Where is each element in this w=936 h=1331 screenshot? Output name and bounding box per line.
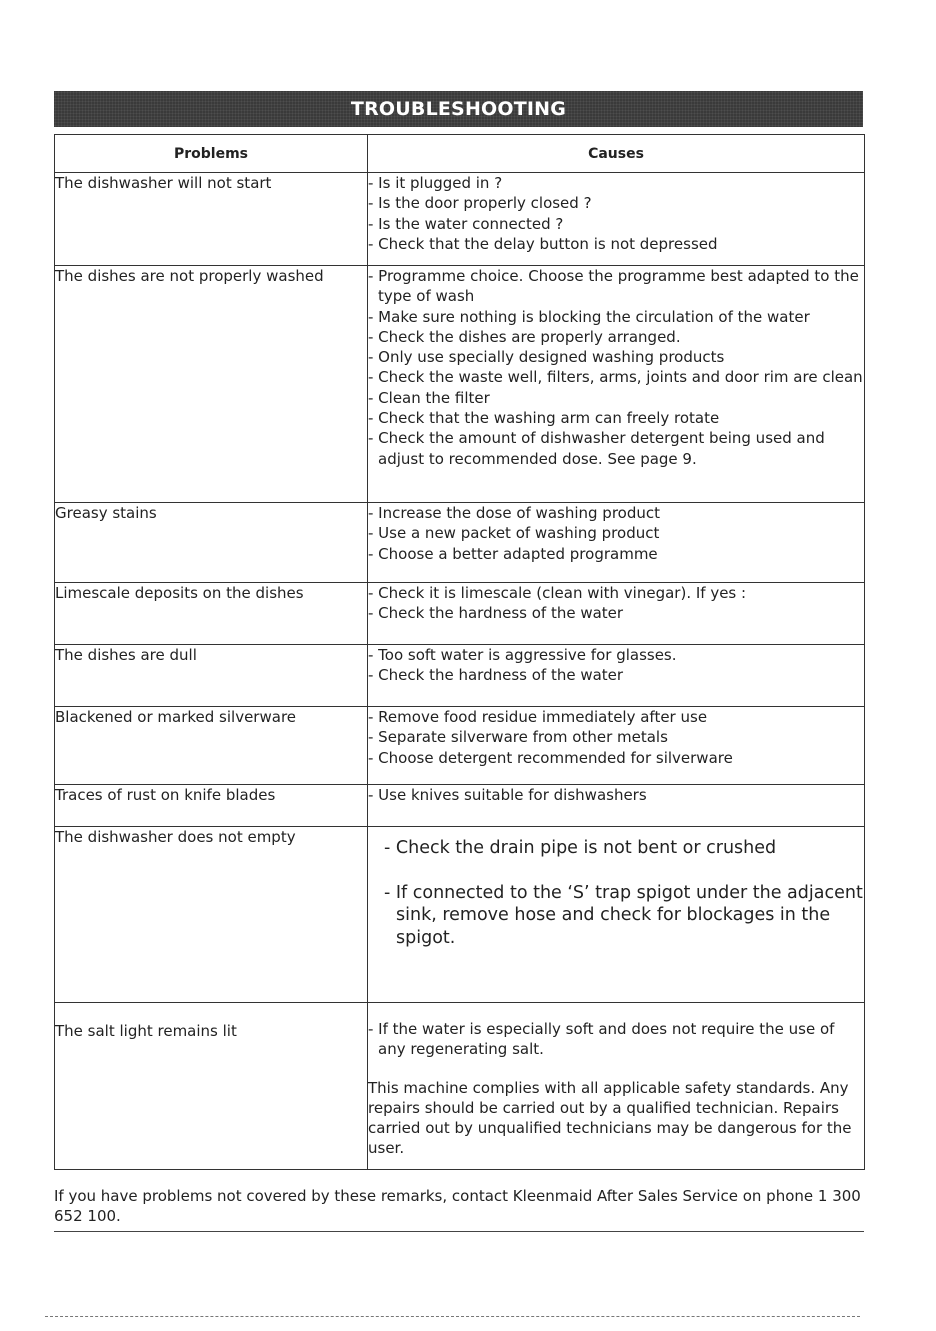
causes-cell — [368, 266, 865, 503]
safety-note: This machine complies with all applicable safety standards. Any repairs should be carried out by a qualified technician. Repairs carried out by unqualified technicians may be dangerous for the user. — [368, 1078, 852, 1158]
problem-cell: The dishes are not properly washed — [55, 266, 368, 503]
cause-item: - Check the waste well, filters, arms, joints and door rim are clean — [368, 368, 863, 387]
cause-item: - Choose detergent recommended for silverware — [368, 748, 733, 767]
causes-cell — [368, 503, 865, 583]
problem-cell: Blackened or marked silverware — [55, 707, 368, 785]
cause-item: - If the water is especially soft and does not require the use of any regenerating salt. — [368, 1020, 835, 1059]
cause-item: - Check that the delay button is not depressed — [368, 234, 718, 253]
cause-item: - Is the door properly closed ? — [368, 194, 592, 213]
cause-item: - Too soft water is aggressive for glasses. — [368, 646, 677, 664]
table-row — [55, 1003, 865, 1170]
cause-item: - Use knives suitable for dishwashers — [368, 786, 647, 804]
problem-cell: The salt light remains lit — [55, 1003, 368, 1170]
problem-cell: The dishwasher will not start — [55, 173, 368, 266]
footer-contact-note: If you have problems not covered by these remarks, contact Kleenmaid After Sales Service on phone 1 300 652 100. — [54, 1187, 861, 1225]
causes-cell — [368, 707, 865, 785]
table-header-row — [55, 135, 865, 173]
causes-cell — [368, 1003, 865, 1170]
section-header — [54, 91, 863, 127]
divider — [45, 1316, 860, 1317]
cause-item: - Increase the dose of washing product — [368, 504, 660, 522]
column-header-problems: Problems — [55, 135, 368, 173]
cause-item: - Choose a better adapted programme — [368, 544, 658, 563]
problem-cell: Traces of rust on knife blades — [55, 785, 368, 827]
cause-item: - Check that the washing arm can freely rotate — [368, 409, 720, 428]
table-row — [55, 645, 865, 707]
page-title: TROUBLESHOOTING — [350, 98, 567, 120]
cause-item: - Programme choice. Choose the programme best adapted to the type of wash — [368, 267, 859, 306]
table-row — [55, 827, 865, 1003]
problem-cell: Greasy stains — [55, 503, 368, 583]
cause-item: - Check the dishes are properly arranged. — [368, 327, 681, 346]
problem-cell: The dishes are dull — [55, 645, 368, 707]
table-row — [55, 173, 865, 266]
cause-item: - Clean the filter — [368, 388, 490, 407]
causes-cell — [368, 173, 865, 266]
table-row — [55, 266, 865, 503]
cause-item: - Make sure nothing is blocking the circulation of the water — [368, 307, 810, 326]
table-row — [55, 785, 865, 827]
cause-item: - If connected to the ‘S’ trap spigot under the adjacent sink, remove hose and check for blockages in the spigot. — [384, 882, 863, 948]
troubleshooting-table — [54, 134, 865, 1170]
causes-cell — [368, 583, 865, 645]
table-row — [55, 707, 865, 785]
cause-item: - Check it is limescale (clean with vinegar). If yes : — [368, 584, 747, 602]
cause-item: - Is the water connected ? — [368, 214, 564, 233]
column-header-causes: Causes — [368, 135, 865, 173]
table-row — [55, 583, 865, 645]
divider — [54, 1231, 864, 1232]
cause-item: - Is it plugged in ? — [368, 174, 503, 192]
problem-cell: Limescale deposits on the dishes — [55, 583, 368, 645]
cause-item: - Check the hardness of the water — [368, 666, 624, 685]
causes-cell — [368, 785, 865, 827]
cause-item: - Use a new packet of washing product — [368, 524, 660, 543]
cause-item: - Remove food residue immediately after use — [368, 708, 708, 726]
cause-item: - Check the drain pipe is not bent or crushed — [384, 838, 777, 858]
cause-item: - Only use specially designed washing products — [368, 348, 725, 367]
spacer — [384, 860, 864, 882]
cause-item: - Separate silverware from other metals — [368, 728, 668, 747]
cause-item: - Check the amount of dishwasher detergent being used and adjust to recommended dose. See page 9. — [368, 429, 825, 468]
table-row — [55, 503, 865, 583]
causes-cell — [368, 645, 865, 707]
causes-cell — [368, 827, 865, 1003]
cause-item: - Check the hardness of the water — [368, 604, 624, 623]
problem-cell: The dishwasher does not empty — [55, 827, 368, 1003]
